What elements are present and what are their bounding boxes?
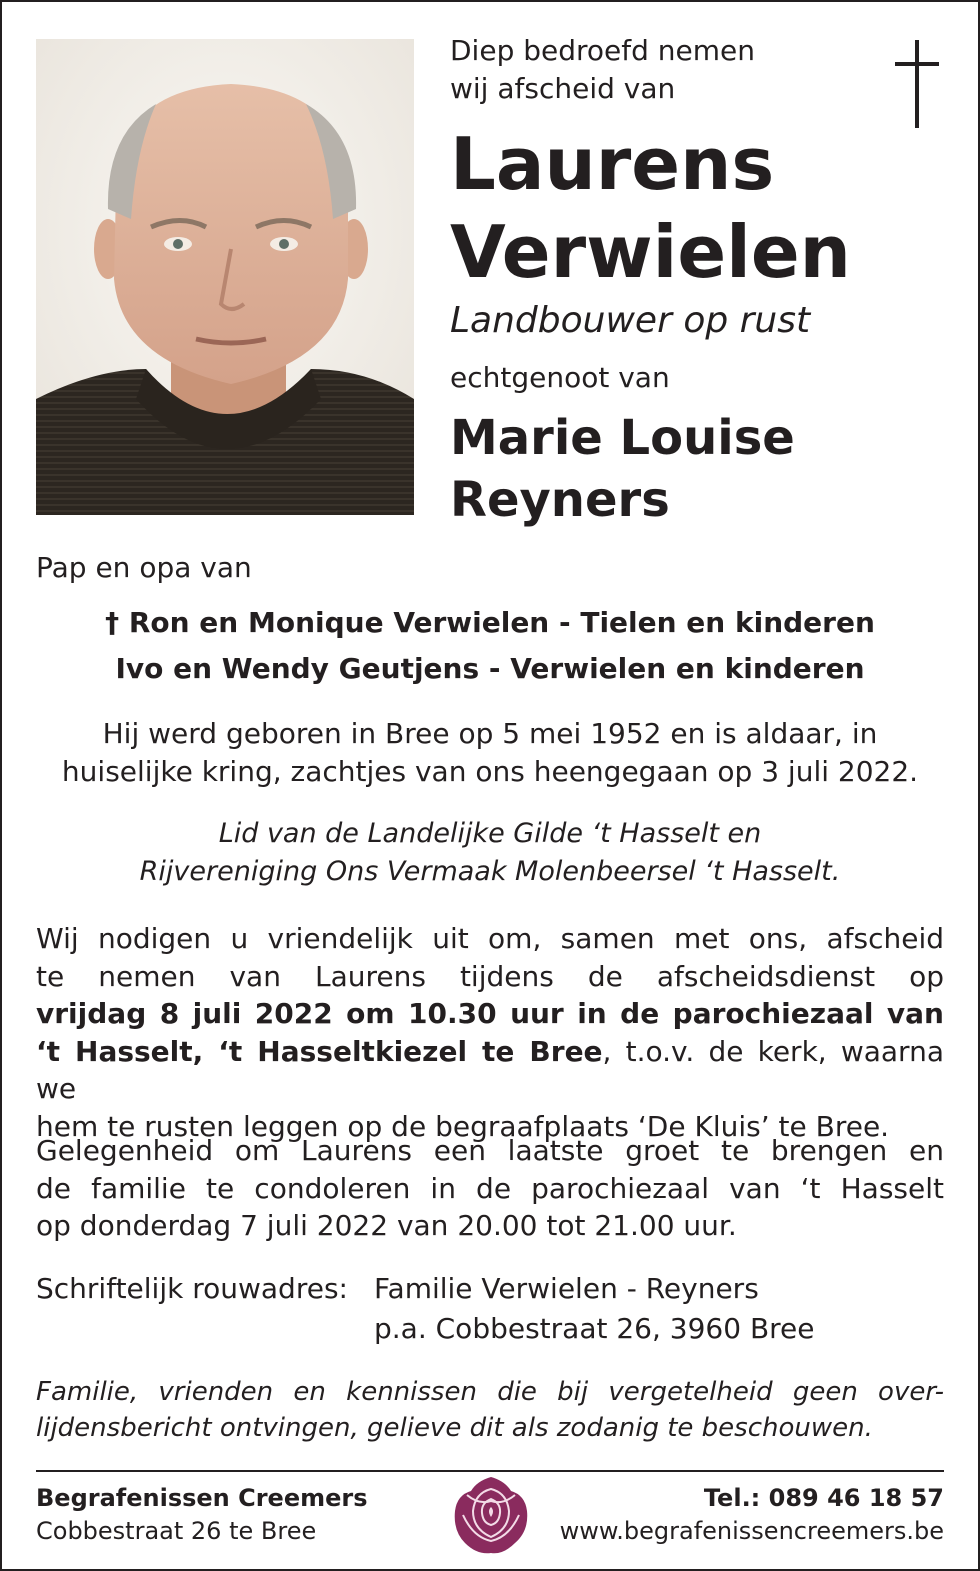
membership-text <box>2 815 978 891</box>
intro-text <box>450 32 755 108</box>
spouse-last-name: Reyners <box>450 472 670 528</box>
children-list <box>2 600 978 692</box>
mourning-address <box>374 1269 815 1349</box>
intro-line: wij afscheid van <box>450 72 676 105</box>
deceased-first-name: Laurens <box>450 122 775 206</box>
phone-number: Tel.: 089 46 18 57 <box>703 1484 944 1512</box>
rose-logo-icon <box>453 1475 529 1555</box>
invitation-line: te nemen van Laurens tijdens de afscheidsdienst op <box>36 959 944 993</box>
child-family-line: Ivo en Wendy Geutjens - Verwielen en kinderen <box>115 652 865 685</box>
mourning-address-line: Familie Verwielen - Reyners <box>374 1272 759 1305</box>
invitation-line-bold <box>36 995 944 1033</box>
spouse-name <box>450 407 795 531</box>
membership-line: Rijvereniging Ons Vermaak Molenbeersel ‘t Hasselt. <box>139 856 841 887</box>
deceased-last-name: Verwielen <box>450 210 851 294</box>
mourning-address-line: p.a. Cobbestraat 26, 3960 Bree <box>374 1312 815 1345</box>
portrait-photo <box>36 39 414 515</box>
funeral-home-address: Cobbestraat 26 te Bree <box>36 1517 317 1545</box>
footer-divider <box>36 1470 944 1472</box>
service-location: ‘t Hasselt, ‘t Hasseltkiezel te Bree <box>36 1034 603 1068</box>
service-location-note: , t.o.v. de kerk, waarna we <box>36 1034 944 1105</box>
notice-line: lijdensbericht ontvingen, gelieve dit als zodanig te beschouwen. <box>36 1413 873 1443</box>
occupation: Landbouwer op rust <box>450 300 811 341</box>
funeral-home-contact <box>560 1482 944 1548</box>
birth-death-line: huiselijke kring, zachtjes van ons heengegaan op 3 juli 2022. <box>61 755 919 788</box>
funeral-home-info <box>36 1482 368 1548</box>
child-family-line: † Ron en Monique Verwielen - Tielen en kinderen <box>105 606 875 639</box>
visitation-line: Gelegenheid om Laurens een laatste groet te brengen en <box>36 1134 944 1167</box>
deceased-name <box>450 120 851 296</box>
invitation-text <box>36 920 944 1145</box>
visitation-line: de familie te condoleren in de parochiezaal van ‘t Hasselt <box>36 1171 944 1205</box>
family-intro: Pap en opa van <box>36 551 252 584</box>
invitation-line: hem te rusten leggen op de begraafplaats ‘De Kluis’ te Bree. <box>36 1109 890 1143</box>
visitation-line: op donderdag 7 juli 2022 van 20.00 tot 21.00 uur. <box>36 1209 737 1242</box>
invitation-line: Wij nodigen u vriendelijk uit om, samen met ons, afscheid <box>36 922 944 955</box>
service-date-place: vrijdag 8 juli 2022 om 10.30 uur in de parochiezaal van <box>36 997 944 1030</box>
notice-line: Familie, vrienden en kennissen die bij vergetelheid geen over- <box>36 1377 944 1407</box>
mourning-address-label: Schriftelijk rouwadres: <box>36 1272 348 1305</box>
intro-line: Diep bedroefd nemen <box>450 34 756 67</box>
invitation-line <box>36 1033 944 1108</box>
website-link[interactable]: www.begrafenissencreemers.be <box>559 1517 944 1545</box>
visitation-text <box>36 1132 944 1245</box>
birth-death-text <box>2 715 978 791</box>
notice-text <box>36 1374 944 1446</box>
spouse-intro: echtgenoot van <box>450 361 670 394</box>
membership-line: Lid van de Landelijke Gilde ‘t Hasselt en <box>218 818 762 849</box>
spouse-first-name: Marie Louise <box>450 410 795 466</box>
birth-death-line: Hij werd geboren in Bree op 5 mei 1952 en is aldaar, in <box>102 717 878 750</box>
funeral-home-name: Begrafenissen Creemers <box>36 1484 368 1512</box>
cross-icon <box>895 40 939 128</box>
portrait-illustration <box>36 39 414 515</box>
